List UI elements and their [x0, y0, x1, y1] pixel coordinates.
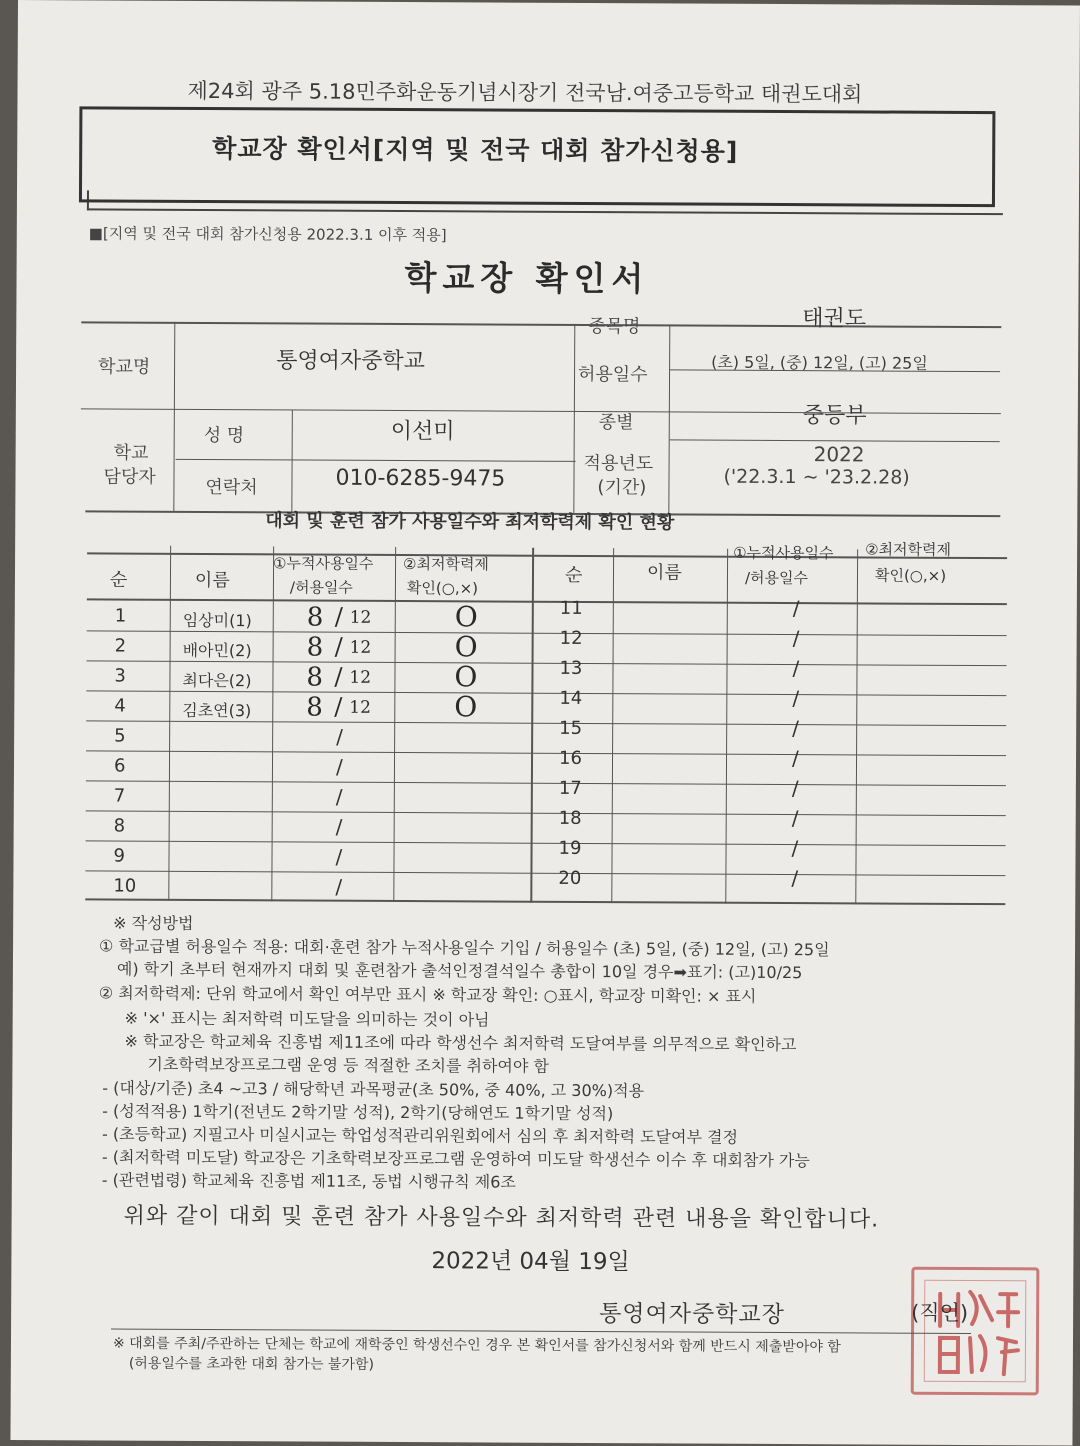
header-days-left-1: ①누적사용일수: [273, 554, 374, 573]
row-number: 15: [559, 717, 583, 739]
principal-name: 통영여자중학교장: [599, 1301, 785, 1329]
division-value: 중등부: [802, 403, 867, 429]
days-slash: /: [336, 724, 343, 749]
confirmation-date: 2022년 04월 19일: [431, 1248, 630, 1276]
days-slash: /: [792, 596, 800, 621]
status-row-line: [86, 780, 1006, 786]
header-no-left: 순: [109, 569, 128, 591]
name-label: 성 명: [203, 424, 245, 447]
info-vline-3: [573, 324, 575, 514]
form-title: 학교장 확인서: [404, 258, 650, 299]
row-number: 18: [558, 807, 582, 829]
manager-label-2: 담당자: [103, 466, 156, 488]
row-number: 9: [113, 845, 126, 867]
status-row-line: [86, 690, 1006, 696]
row-number: 1: [114, 605, 127, 627]
header-check-right-2: 확인(○,×): [874, 566, 947, 585]
manager-label-1: 학교: [113, 442, 149, 464]
days-slash: /: [791, 746, 799, 771]
status-row-line: [86, 750, 1006, 756]
days-slash: /: [792, 656, 800, 681]
status-title: 대회 및 훈련 참가 사용일수와 최저학력제 확인 현황: [265, 510, 675, 534]
banner-title: 학교장 확인서[지역 및 전국 대회 참가신청용]: [212, 134, 739, 166]
days-slash: /: [792, 686, 800, 711]
info-line-name: [176, 459, 576, 462]
row-number: 11: [559, 597, 583, 619]
header-name-right: 이름: [646, 562, 682, 584]
header-no-right: 순: [564, 564, 583, 586]
academic-check: O: [454, 630, 478, 664]
header-check-left-1: ②최저학력제: [403, 555, 490, 574]
allowed-days: 12: [349, 667, 372, 688]
info-vline-1: [173, 322, 175, 512]
status-row-line: [87, 630, 1007, 636]
row-number: 16: [558, 747, 582, 769]
days-slash: /: [335, 874, 343, 899]
status-row-line: [86, 840, 1006, 846]
instructions-line-4: ※ '×' 표시는 최저학력 미도달을 의미하는 것이 아님: [124, 1008, 490, 1030]
allowed-days: 12: [349, 637, 372, 658]
header-check-right-1: ②최저학력제: [865, 540, 952, 559]
used-days: 8: [306, 602, 324, 633]
instructions-line-2: 예) 학기 초부터 현재까지 대회 및 훈련참가 출석인정결석일수 총합이 10일 경우➡표기: (고)10/25: [116, 959, 803, 983]
division-label: 종별: [598, 412, 634, 434]
athlete-name: 김초연(3): [182, 700, 252, 721]
days-slash: /: [334, 692, 343, 721]
allowed-days: 12: [349, 697, 371, 718]
school-value: 통영여자중학교: [276, 348, 425, 375]
sport-value: 태권도: [802, 306, 867, 332]
instructions-heading: ※ 작성방법: [113, 913, 194, 933]
academic-check: O: [454, 690, 478, 724]
status-row-line: [87, 660, 1007, 666]
year-value: 2022: [813, 442, 865, 467]
days-slash: /: [791, 776, 799, 801]
event-title: 제24회 광주 5.18민주화운동기념시장기 전국남.여중고등학교 태권도대회: [187, 78, 863, 107]
instructions-line-9: - (초등학교) 지필고사 미실시교는 학업성적관리위원회에서 심의 후 최저학력 도달여부 결정: [102, 1124, 739, 1147]
row-number: 10: [113, 875, 137, 897]
used-days: 8: [306, 632, 324, 663]
status-row-line: [86, 720, 1006, 726]
contact-value: 010-6285-9475: [335, 465, 506, 492]
sport-label: 종목명: [588, 315, 641, 338]
info-vline-4: [668, 324, 670, 514]
row-number: 4: [114, 695, 126, 717]
row-number: 12: [559, 627, 583, 649]
instructions-line-1: ① 학교급별 허용일수 적용: 대회·훈련 참가 누적사용일수 기입 / 허용일수 (초) 5일, (중) 12일, (고) 25일: [98, 936, 830, 960]
school-label: 학교명: [98, 356, 151, 378]
days-slash: /: [792, 626, 800, 651]
instructions-line-8: - (성적적용) 1학기(전년도 2학기말 성적), 2학기(당해연도 1학기말 성적): [102, 1101, 614, 1124]
document-page: [10, 0, 1080, 1446]
days-slash: /: [791, 806, 799, 831]
row-number: 19: [558, 837, 582, 859]
academic-check: O: [454, 600, 478, 634]
days-slash: /: [334, 602, 343, 631]
days-slash: /: [335, 814, 343, 839]
days-slash: /: [791, 836, 799, 861]
row-number: 20: [558, 867, 582, 889]
status-row-line: [86, 810, 1006, 816]
status-line-header: [87, 598, 1007, 605]
allowed-label: 허용일수: [577, 363, 648, 386]
row-number: 6: [113, 755, 126, 777]
year-label-2: (기간): [597, 477, 647, 499]
row-number: 14: [559, 687, 583, 709]
seal-mark: (직인): [911, 1300, 969, 1325]
row-number: 5: [114, 725, 126, 747]
days-slash: /: [792, 716, 800, 741]
contact-label: 연락처: [205, 476, 258, 499]
row-number: 17: [558, 777, 582, 799]
row-number: 3: [114, 665, 126, 687]
days-slash: /: [335, 754, 343, 779]
instructions-line-10: - (최저학력 미도달) 학교장은 기초학력보장프로그램 운영하여 미도달 학생선수 이수 후 대회참가 가능: [101, 1147, 810, 1171]
days-slash: /: [334, 632, 343, 661]
academic-check: O: [454, 660, 478, 694]
athlete-name: 최다은(2): [182, 670, 252, 691]
header-days-right-2: /허용일수: [744, 568, 809, 588]
allowed-value: (초) 5일, (중) 12일, (고) 25일: [711, 352, 928, 373]
row-number: 7: [113, 785, 126, 807]
used-days: 8: [306, 692, 323, 723]
confirmation-statement: 위와 같이 대회 및 훈련 참가 사용일수와 최저학력 관련 내용을 확인합니다.: [123, 1203, 880, 1233]
apply-note: ■[지역 및 전국 대회 참가신청용 2022.3.1 이후 적용]: [88, 224, 447, 245]
status-row-line: [85, 870, 1005, 876]
header-days-right-1: ①누적사용일수: [733, 543, 834, 563]
row-number: 8: [113, 815, 126, 837]
athlete-name: 임상미(1): [182, 610, 252, 631]
official-seal-stamp: [911, 1267, 1040, 1396]
instructions-line-5: ※ 학교장은 학교체육 진흥법 제11조에 따라 학생선수 최저학력 도달여부를 의무적으로 확인하고: [124, 1031, 797, 1055]
days-slash: /: [791, 866, 799, 891]
days-slash: /: [334, 662, 343, 691]
allowed-days: 12: [349, 607, 372, 628]
info-vline-2: [291, 409, 293, 512]
name-value: 이선미: [390, 418, 455, 445]
status-grid: [18, 0, 1080, 6]
footer-note-2: (허용일수를 초과한 대회 참가는 불가함): [128, 1355, 375, 1373]
athlete-name: 배아민(2): [182, 640, 252, 661]
row-number: 13: [559, 657, 583, 679]
used-days: 8: [306, 662, 324, 693]
instructions-line-7: - (대상/기준) 초4 ~고3 / 해당학년 과목평균(초 50%, 중 40%, 고 30%)적용: [102, 1078, 645, 1101]
header-name-left: 이름: [194, 569, 230, 592]
period-value: ('22.3.1 ~ '23.2.28): [723, 465, 910, 489]
header-days-left-2: /허용일수: [289, 578, 353, 597]
status-line-bottom: [85, 898, 1005, 905]
days-slash: /: [335, 844, 343, 869]
header-check-left-2: 확인(○,×): [406, 579, 479, 598]
instructions-line-6: 기초학력보장프로그램 운영 등 적절한 조치를 취하여야 함: [147, 1054, 549, 1076]
instructions-line-3: ② 최저학력제: 단위 학교에서 확인 여부만 표시 ※ 학교장 확인: ○표시, 학교장 미확인: × 표시: [98, 983, 757, 1006]
instructions-line-11: - (관련법령) 학교체육 진흥법 제11조, 동법 시행규칙 제6조: [101, 1170, 516, 1192]
days-slash: /: [335, 784, 343, 809]
row-number: 2: [114, 635, 127, 657]
footer-note-1: ※ 대회를 주최/주관하는 단체는 학교에 재학중인 학생선수인 경우 본 확인서를 참가신청서와 함께 반드시 제출받아야 함: [112, 1335, 841, 1356]
year-label-1: 적용년도: [583, 452, 654, 475]
